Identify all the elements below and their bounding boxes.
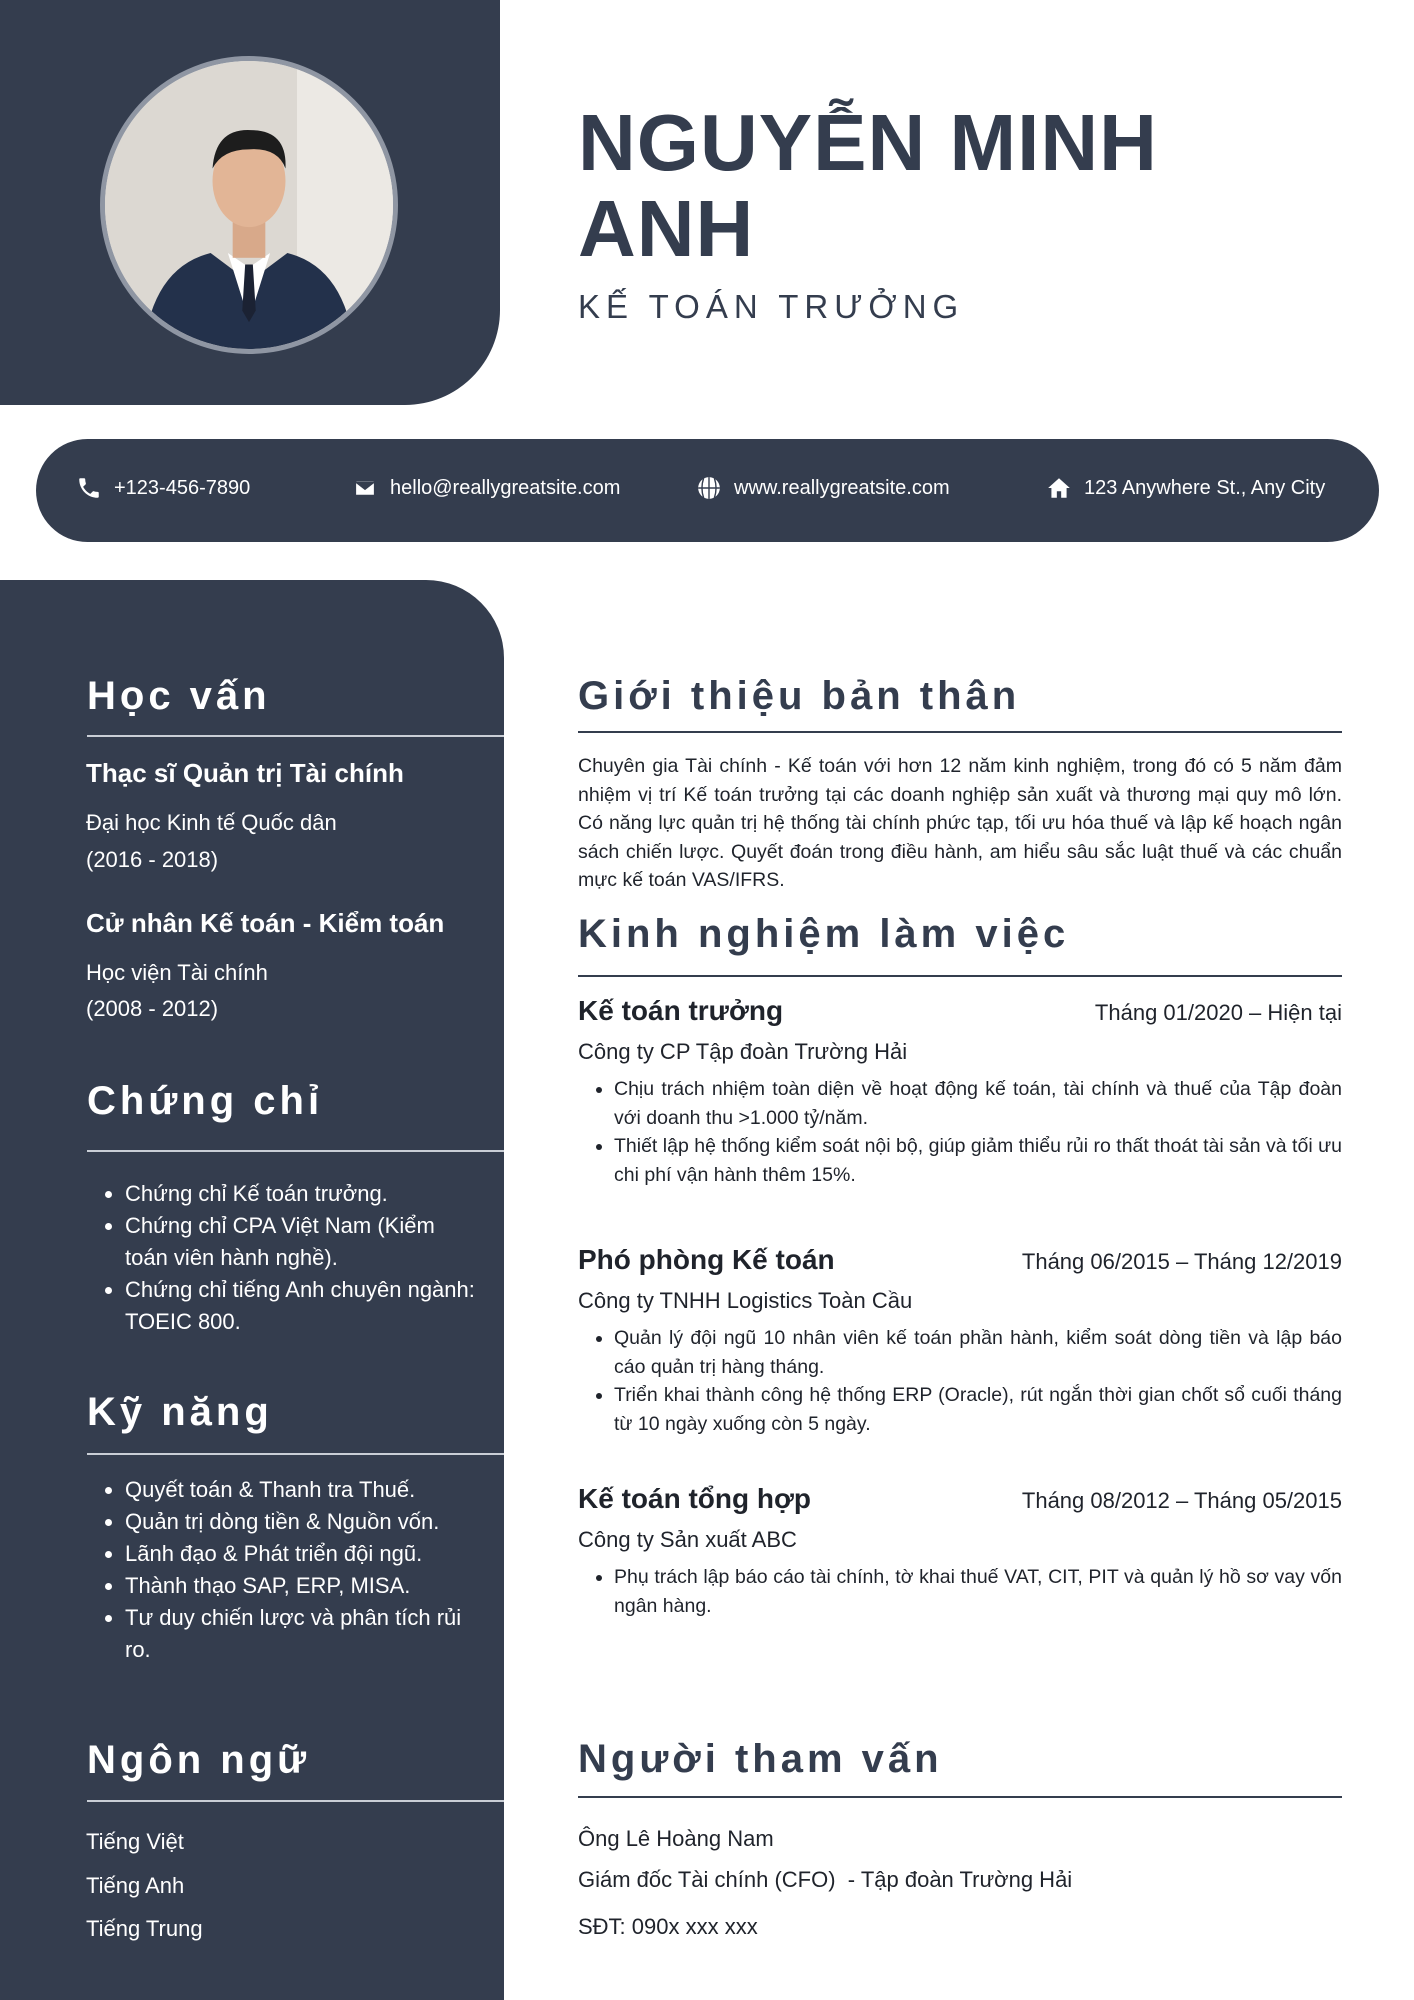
candidate-name: NGUYỄN MINH ANH [578,98,1158,273]
contact-email[interactable] [352,475,620,501]
job-bullet: • Chịu trách nhiệm toàn diện về hoạt động kế toán, tài chính và thuế của Tập đoàn với doanh thu >1.000 tỷ/năm. [614,1075,1342,1132]
job-entry [578,995,1342,1189]
education-school: Học viện Tài chính [86,960,268,985]
skills-list [98,1474,483,1666]
contact-bar [36,439,1379,542]
skill-item: • Quản trị dòng tiền & Nguồn vốn. [125,1506,483,1538]
job-company: Công ty CP Tập đoàn Trường Hải [578,1039,908,1064]
job-bullet: • Thiết lập hệ thống kiểm soát nội bộ, giúp giảm thiểu rủi ro thất thoát tài sản và tối ưu chi phí vận hành thêm 15%. [614,1132,1342,1189]
divider [87,1800,504,1802]
certificates-list [98,1178,483,1338]
job-dates: Tháng 01/2020 – Hiện tại [1094,1000,1342,1025]
education-years: (2008 - 2012) [86,996,219,1021]
skills-heading: Kỹ năng [87,1390,273,1434]
skill-item: • Lãnh đạo & Phát triển đội ngũ. [125,1538,483,1570]
address-text: 123 Anywhere St., Any City [1084,476,1326,499]
job-entry [578,1483,1342,1620]
job-title: Kế toán trưởng [578,995,784,1026]
contact-phone[interactable] [76,475,250,501]
phone-text: +123-456-7890 [114,476,251,499]
website-text: www.reallygreatsite.com [734,476,950,499]
references-heading: Người tham vấn [578,1737,943,1781]
job-title: Phó phòng Kế toán [578,1244,835,1275]
job-dates: Tháng 06/2015 – Tháng 12/2019 [1021,1249,1342,1274]
language-item: Tiếng Trung [86,1916,203,1941]
about-heading: Giới thiệu bản thân [578,674,1021,718]
education-degree: Thạc sĩ Quản trị Tài chính [86,758,404,788]
job-bullet: • Triển khai thành công hệ thống ERP (Oracle), rút ngắn thời gian chốt sổ cuối tháng từ 10 ngày xuống còn 5 ngày. [614,1381,1342,1438]
skill-item: • Thành thạo SAP, ERP, MISA. [125,1570,483,1602]
experience-heading: Kinh nghiệm làm việc [578,912,1070,956]
divider [87,735,504,737]
home-icon [1046,475,1072,501]
skill-item: • Tư duy chiến lược và phân tích rủi ro. [125,1602,483,1666]
skill-item: • Quyết toán & Thanh tra Thuế. [125,1474,483,1506]
language-item: Tiếng Anh [86,1873,185,1898]
reference-position: Giám đốc Tài chính (CFO) - Tập đoàn Trường Hải [578,1867,1073,1892]
certificate-item: • Chứng chỉ Kế toán trưởng. [125,1178,483,1210]
certificates-heading: Chứng chỉ [87,1079,324,1123]
reference-phone: SĐT: 090x xxx xxx [578,1914,758,1939]
job-company: Công ty TNHH Logistics Toàn Cầu [578,1288,913,1313]
certificate-item: • Chứng chỉ tiếng Anh chuyên ngành: TOEIC 800. [125,1274,483,1338]
divider [578,1796,1342,1798]
profile-photo [100,56,398,354]
job-dates: Tháng 08/2012 – Tháng 05/2015 [1021,1488,1342,1513]
contact-address[interactable] [1046,475,1325,501]
job-company: Công ty Sản xuất ABC [578,1527,797,1552]
divider [578,975,1342,977]
language-item: Tiếng Việt [86,1829,184,1854]
education-years: (2016 - 2018) [86,847,219,872]
education-heading: Học vấn [87,674,271,718]
job-title: Kế toán tổng hợp [578,1483,811,1514]
job-bullet: • Phụ trách lập báo cáo tài chính, tờ khai thuế VAT, CIT, PIT và quản lý hồ sơ vay vốn ngân hàng. [614,1563,1342,1620]
email-icon [352,475,378,501]
job-bullet: • Quản lý đội ngũ 10 nhân viên kế toán phần hành, kiểm soát dòng tiền và lập báo cáo quản trị hàng tháng. [614,1324,1342,1381]
divider [87,1453,504,1455]
email-text: hello@reallygreatsite.com [390,476,621,499]
languages-heading: Ngôn ngữ [87,1738,311,1782]
divider [87,1150,504,1152]
education-school: Đại học Kinh tế Quốc dân [86,810,337,835]
globe-icon [696,475,722,501]
job-title: KẾ TOÁN TRƯỞNG [578,288,965,325]
education-degree: Cử nhân Kế toán - Kiểm toán [86,908,445,938]
certificate-item: • Chứng chỉ CPA Việt Nam (Kiểm toán viên hành nghề). [125,1210,483,1274]
divider [578,731,1342,733]
contact-website[interactable] [696,475,950,501]
phone-icon [76,475,102,501]
reference-name: Ông Lê Hoàng Nam [578,1826,774,1851]
job-entry [578,1244,1342,1438]
about-text: Chuyên gia Tài chính - Kế toán với hơn 12 năm kinh nghiệm, trong đó có 5 năm đảm nhiệm vị trí Kế toán trưởng tại các doanh nghiệp sản xuất và thương mại quy mô lớn. Có năng lực quản trị hệ thống tài chính phức tạp, tối ưu hóa thuế và lập kế hoạch ngân sách chiến lược. Quyết đoán trong điều hành, am hiểu sâu sắc luật thuế và các chuẩn mực kế toán VAS/IFRS. [578,755,1342,892]
